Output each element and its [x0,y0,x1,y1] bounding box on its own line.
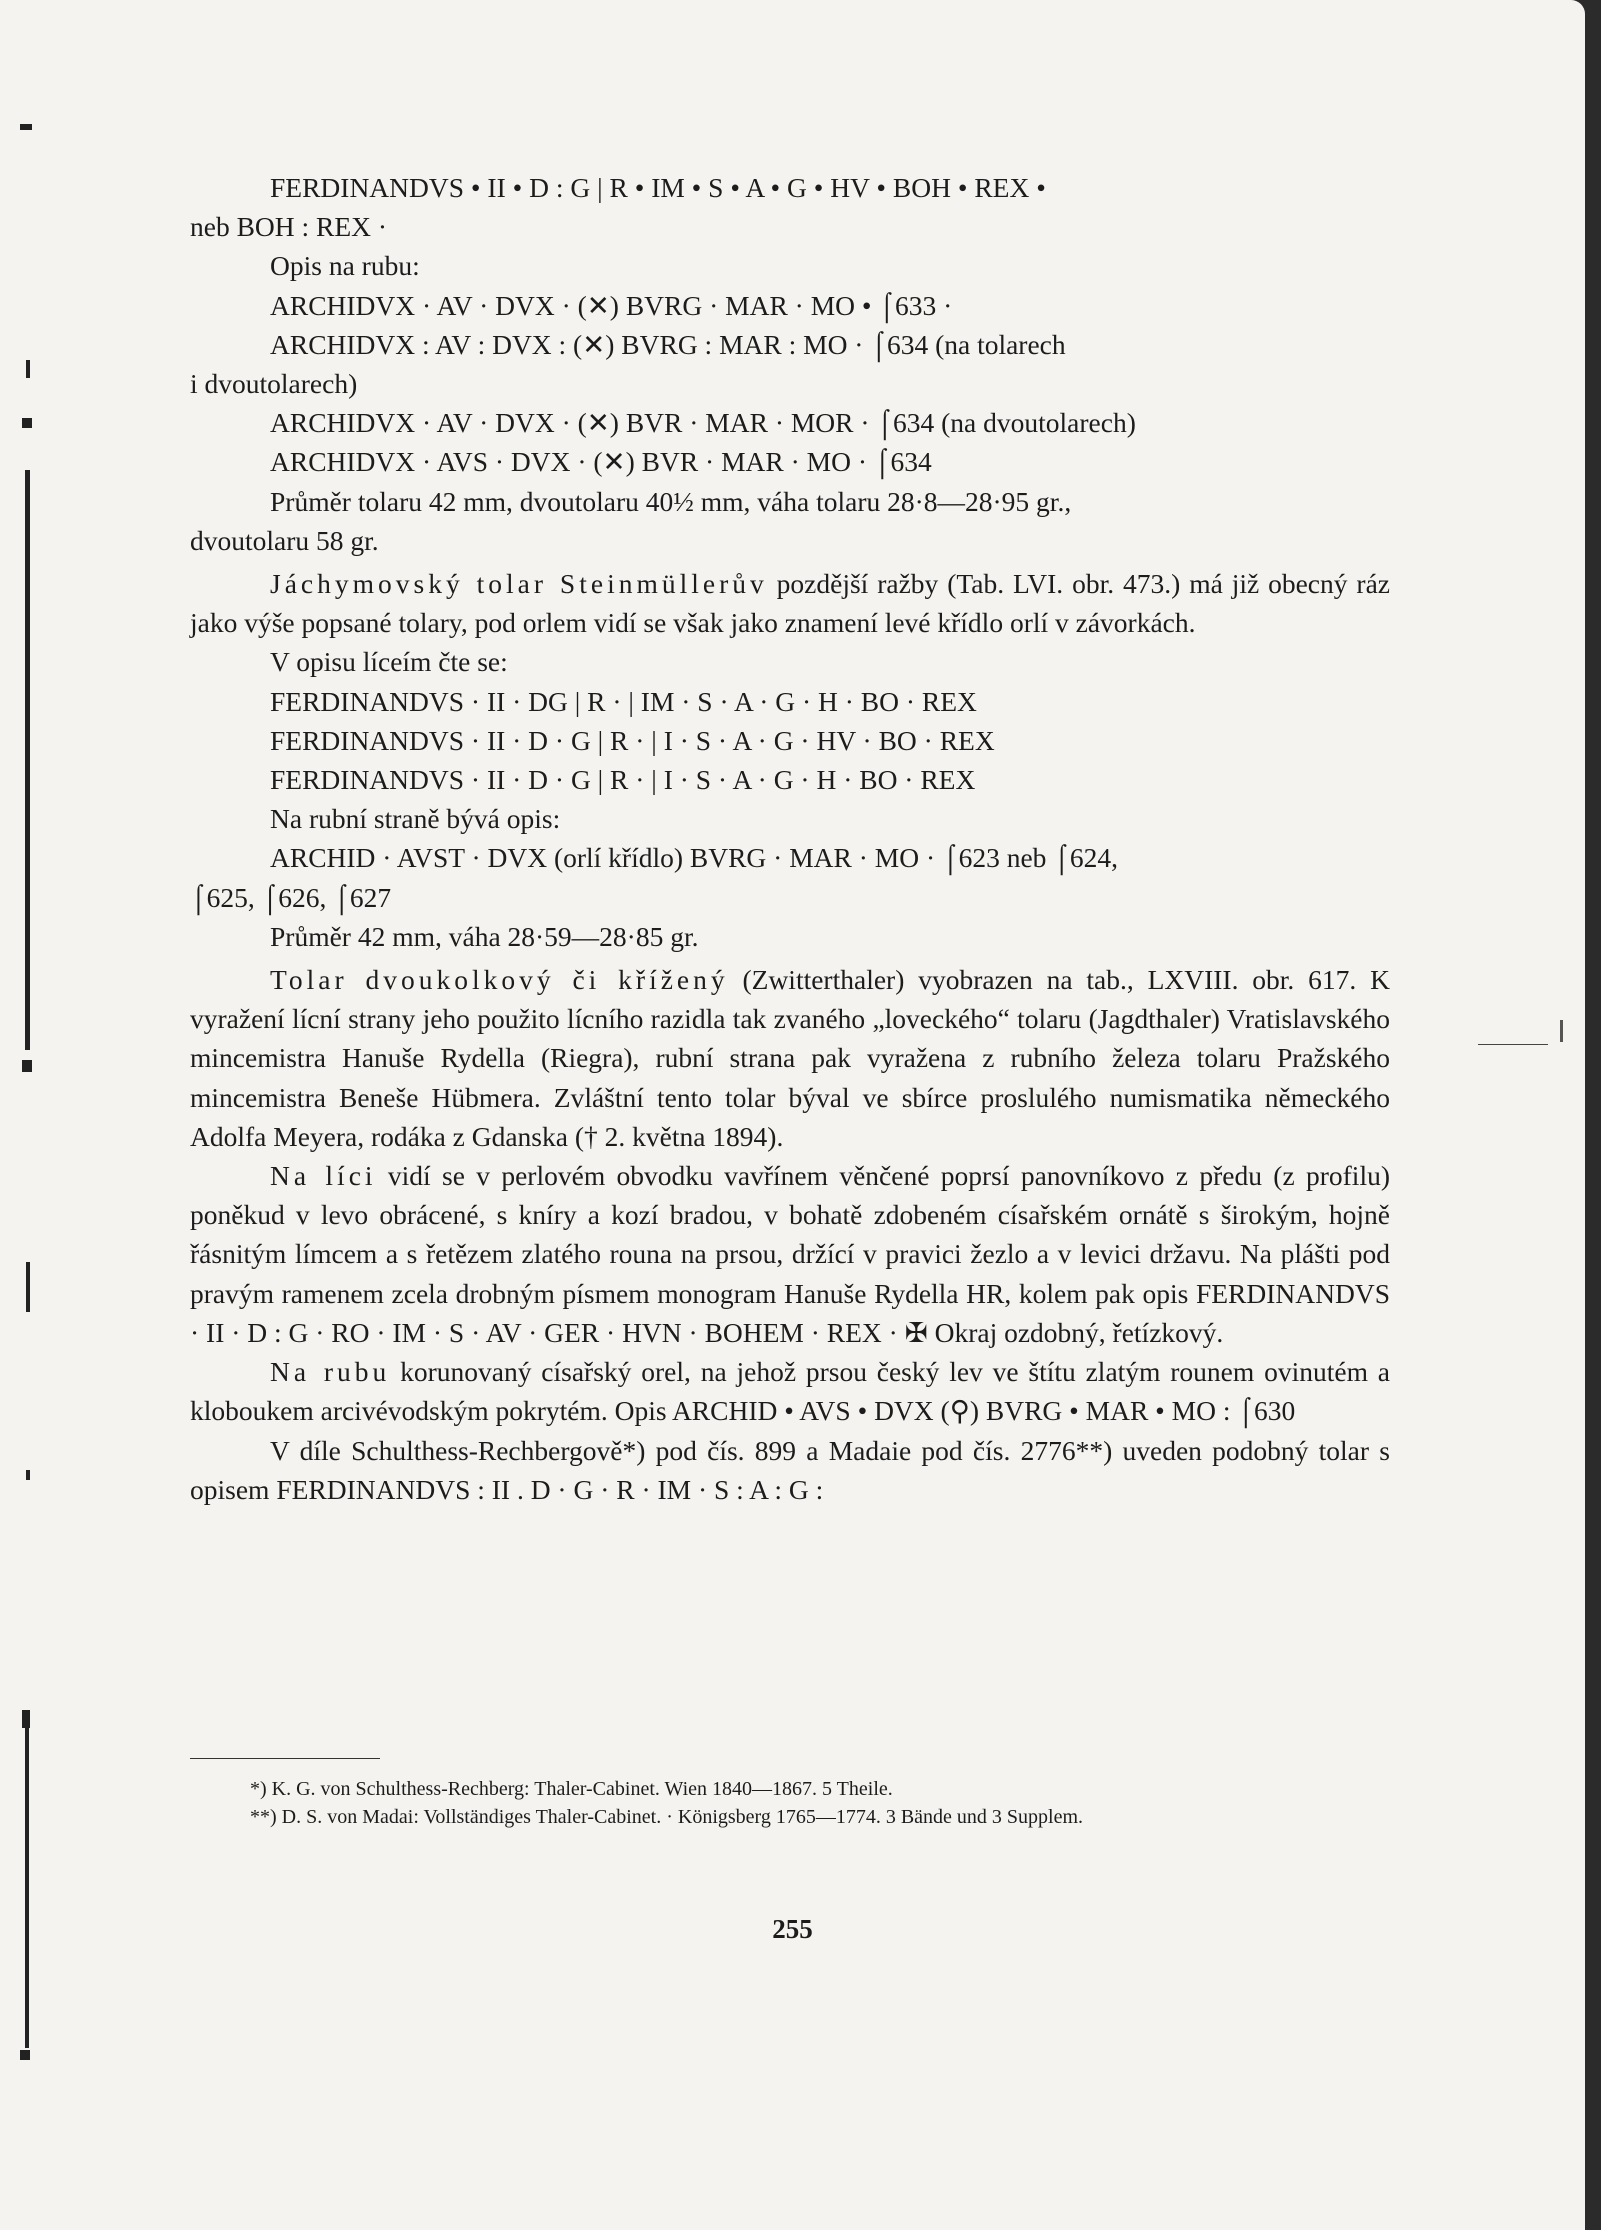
margin-line [1478,1044,1548,1045]
obverse-legend-line: FERDINANDVS • II • D : G | R • IM • S • A • G • HV • BOH • REX • [270,172,1046,203]
reverse-description [190,1352,1390,1430]
obverse-variant-3: FERDINANDVS · II · D · G | R · | I · S · A · G · H · BO · REX [270,764,976,796]
steinmuller-text: pozdější ražby (Tab. LVI. obr. 473.) má již obecný ráz jako výše popsané tolary, pod orlem vidí se však jako znamení levé křídlo orlí v závorkách. [190,568,1390,639]
steinmuller-title: Jáchymovský tolar Steinmüllerův [270,568,768,600]
reverse-rim-heading: Na rubní straně bývá opis: [270,803,561,835]
scan-margin-marks [0,0,40,2230]
zwitter-text: (Zwitterthaler) vyobrazen na tab., LXVIII. obr. 617. K vyražení lícní strany jeho použito lícního razidla tak zvaného „loveckého“ tolaru (Jagdthaler) Vratislavského mincemistra Hanuše Rydella (Riegra), rubní strana pak vyražena z rubního železa tolaru Pražského mincemistra Beneše Hübmera. Zvláštní tento tolar býval ve sbírce proslulého numismatika německého Adolfa Meyera, rodáka z Gdanska († 2. května 1894). [190,964,1390,1152]
steinmuller-paragraph [190,564,1390,642]
rim-legend-2-cont: i dvoutolarech) [190,368,358,400]
zwitter-paragraph [190,960,1390,1156]
obverse-variant-2: FERDINANDVS · II · D · G | R · | I · S · A · G · HV · BO · REX [270,724,995,756]
closing-paragraph: V díle Schulthess-Rechbergově*) pod čís. 899 a Madaie pod čís. 2776**) uveden podobný tolar s opisem FERDINANDVS : II . D · G · R · IM · S : A : G : [190,1434,1390,1505]
obverse-description [190,1156,1390,1352]
rim-legend-1: ARCHIDVX · AV · DVX · (✕) BVRG · MAR · MO • ⌠633 · [270,289,953,321]
footnotes [190,1775,1390,1831]
measurements: Průměr tolaru 42 mm, dvoutolaru 40½ mm, váha tolaru 28·8—28·95 gr., [270,485,1072,517]
zwitter-title: Tolar dvoukolkový či křížený [270,964,729,996]
obverse-legend-variant: neb BOH : REX · [190,211,388,243]
obverse-heading: V opisu líceím čte se: [270,646,508,678]
margin-tick [1560,1020,1563,1042]
reverse-rim-legend-cont: ⌠625, ⌠626, ⌠627 [190,881,392,913]
main-text [190,168,1390,1509]
measurements-cont: dvoutolaru 58 gr. [190,524,379,556]
rim-heading: Opis na rubu: [270,250,420,282]
rim-legend-2: ARCHIDVX : AV : DVX : (✕) BVRG : MAR : MO · ⌠634 (na tolarech [270,328,1066,360]
obverse-variant-1: FERDINANDVS · II · DG | R · | IM · S · A · G · H · BO · REX [270,685,977,717]
page-number: 255 [772,1914,813,1944]
reverse-text: korunovaný císařský orel, na jehož prsou český lev ve štítu zlatým rounem ovinutém a kloboukem arcivévodským pokrytém. Opis ARCHID • AVS • DVX (⚲) BVRG • MAR • MO : ⌠630 [190,1356,1390,1427]
rim-legend-4: ARCHIDVX · AVS · DVX · (✕) BVR · MAR · MO · ⌠634 [270,446,932,478]
reverse-rim-legend: ARCHID · AVST · DVX (orlí křídlo) BVRG · MAR · MO · ⌠623 neb ⌠624, [270,842,1119,874]
obverse-lead: Na líci [270,1160,377,1192]
footnote-1: *) K. G. von Schulthess-Rechberg: Thaler-Cabinet. Wien 1840—1867. 5 Theile. [250,1778,893,1800]
footnote-2: **) D. S. von Madai: Vollständiges Thaler-Cabinet. · Königsberg 1765—1774. 3 Bände und 3 Supplem. [250,1806,1084,1828]
steinmuller-measurements: Průměr 42 mm, váha 28·59—28·85 gr. [270,920,699,952]
rim-legend-3: ARCHIDVX · AV · DVX · (✕) BVR · MAR · MOR · ⌠634 (na dvoutolarech) [270,407,1136,439]
obverse-text: vidí se v perlovém obvodku vavřínem věnčené poprsí panovníkovo z předu (z profilu) poněkud v levo obrácené, s kníry a kozí bradou, v bohatě zdobeném císařském ornátě s širokým, hojně řásnitým límcem a s řetězem zlatého rouna na prsou, držící v pravici žezlo a v levici državu. Na plášti pod pravým ramenem zcela drobným písmem monogram Hanuše Rydella HR, kolem pak opis FERDINANDVS · II · D : G · RO · IM · S · AV · GER · HVN · BOHEM · REX · ✠ Okraj ozdobný, řetízkový. [190,1160,1390,1348]
footnote-rule [190,1758,380,1759]
reverse-lead: Na rubu [270,1356,391,1388]
